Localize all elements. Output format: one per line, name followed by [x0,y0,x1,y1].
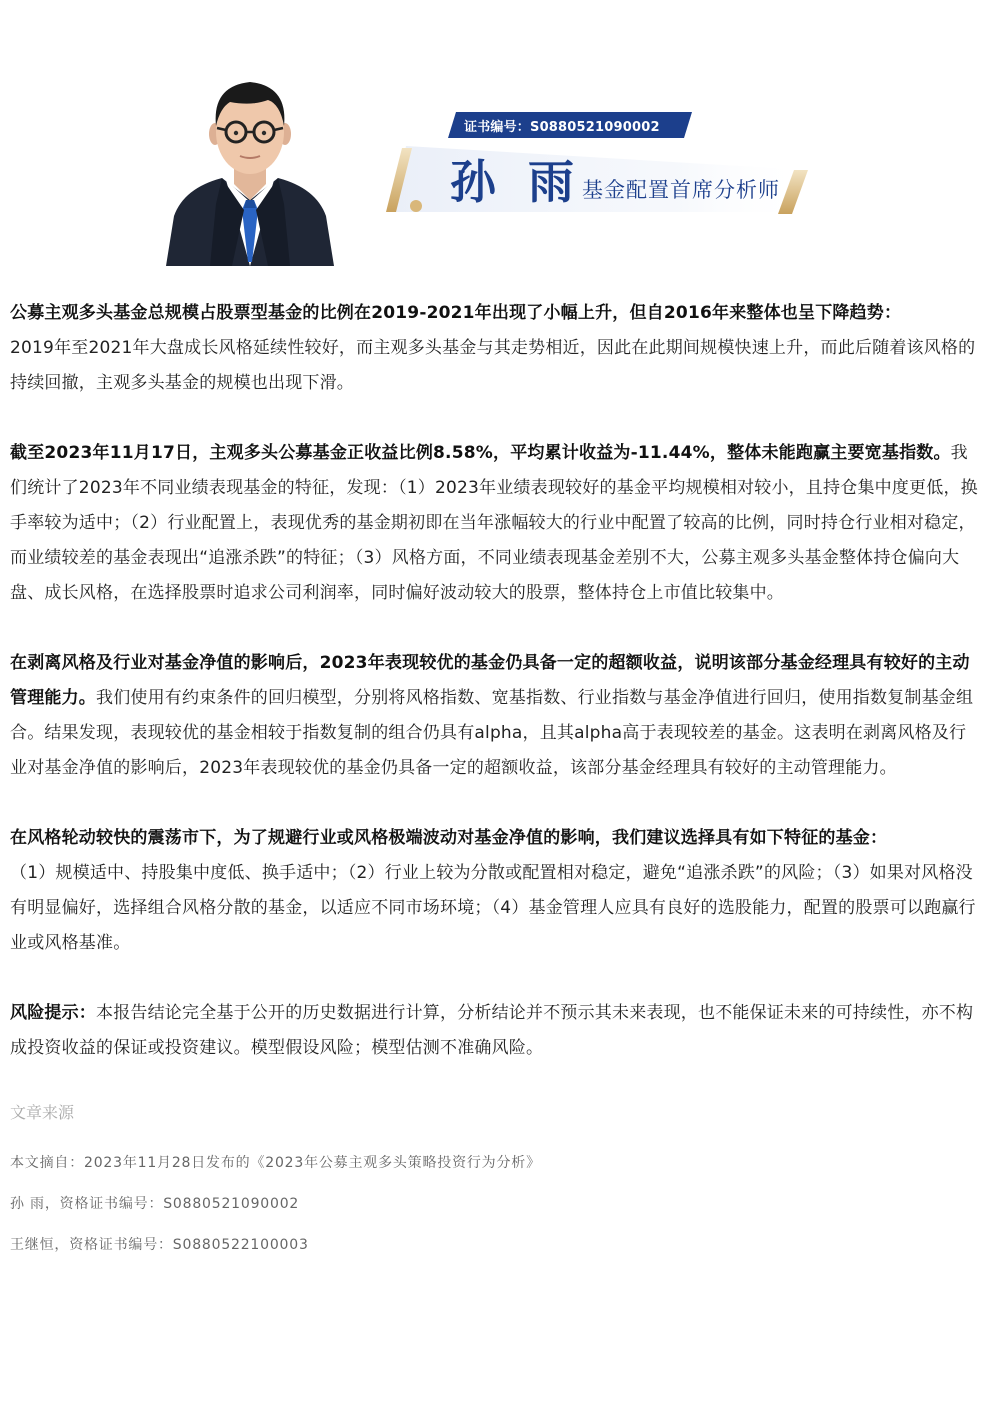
paragraph-excess-return [10,646,982,786]
paragraph-body: 我们统计了2023年不同业绩表现基金的特征，发现：（1）2023年业绩表现较好的基金平均规模相对较小，且持仓集中度更低，换手率较为适中；（2）行业配置上，表现优秀的基金期初即在当年涨幅较大的行业中配置了较高的比例，同时持仓行业相对稳定，而业绩较差的基金表现出“追涨杀跌”的特征；（3）风格方面，不同业绩表现基金差别不大，公募主观多头基金整体持仓偏向大盘、成长风格，在选择股票时追求公司利润率，同时偏好波动较大的股票，整体持仓上市值比较集中。 [10,443,978,603]
paragraph-body: （1）规模适中、持股集中度低、换手适中；（2）行业上较为分散或配置相对稳定，避免“追涨杀跌”的风险；（3）如果对风格没有明显偏好，选择组合风格分散的基金，以适应不同市场环境；（4）基金管理人应具有良好的选股能力，配置的股票可以跑赢行业或风格基准。 [10,863,976,953]
article-body [10,296,982,1276]
source-heading: 文章来源 [10,1103,75,1122]
name-plate [386,140,816,220]
paragraph-performance [10,436,982,611]
paragraph-body: 我们使用有约束条件的回归模型，分别将风格指数、宽基指数、行业指数与基金净值进行回归，使用指数复制基金组合。结果发现，表现较优的基金相较于指数复制的组合仍具有alpha，且其alpha高于表现较差的基金。这表明在剥离风格及行业对基金净值的影响后，2023年表现较优的基金仍具备一定的超额收益，该部分基金经理具有较好的主动管理能力。 [10,688,974,778]
paragraph-body: 2019年至2021年大盘成长风格延续性较好，而主观多头基金与其走势相近，因此在此期间规模快速上升，而此后随着该风格的持续回撤，主观多头基金的规模也出现下滑。 [10,338,976,393]
analyst-name: 孙 雨 [450,155,583,209]
source-author: 王继恒，资格证书编号：S0880522100003 [10,1237,309,1253]
certificate-number: 证书编号：S0880521090002 [464,120,660,135]
analyst-portrait-image [160,76,340,266]
analyst-banner [0,0,992,270]
analyst-portrait [160,76,340,266]
paragraph-lead: 在剥离风格及行业对基金净值的影响后，2023年表现较优的基金仍具备一定的超额收益，说明该部分基金经理具有较好的主动管理能力。 [10,653,970,708]
paragraph-lead: 风险提示： [10,1003,96,1023]
certificate-tag [448,112,692,138]
paragraph-lead: 在风格轮动较快的震荡市下，为了规避行业或风格极端波动对基金净值的影响，我们建议选择具有如下特征的基金： [10,828,888,848]
source-citation: 本文摘自：2023年11月28日发布的《2023年公募主观多头策略投资行为分析》 [10,1155,541,1171]
source-list [10,1153,982,1255]
paragraph-risk-warning [10,996,982,1066]
paragraph-recommendation [10,821,982,961]
analyst-title: 基金配置首席分析师 [582,178,780,202]
paragraph-body: 本报告结论完全基于公开的历史数据进行计算，分析结论并不预示其未来表现，也不能保证未来的可持续性，亦不构成投资收益的保证或投资建议。模型假设风险；模型估测不准确风险。 [10,1003,974,1058]
source-author: 孙 雨，资格证书编号：S0880521090002 [10,1196,300,1212]
paragraph-lead: 公募主观多头基金总规模占股票型基金的比例在2019-2021年出现了小幅上升，但自2016年来整体也呈下降趋势： [10,303,902,323]
paragraph-lead: 截至2023年11月17日，主观多头公募基金正收益比例8.58%，平均累计收益为-11.44%，整体未能跑赢主要宽基指数。 [10,443,951,463]
paragraph-scale-trend [10,296,982,401]
